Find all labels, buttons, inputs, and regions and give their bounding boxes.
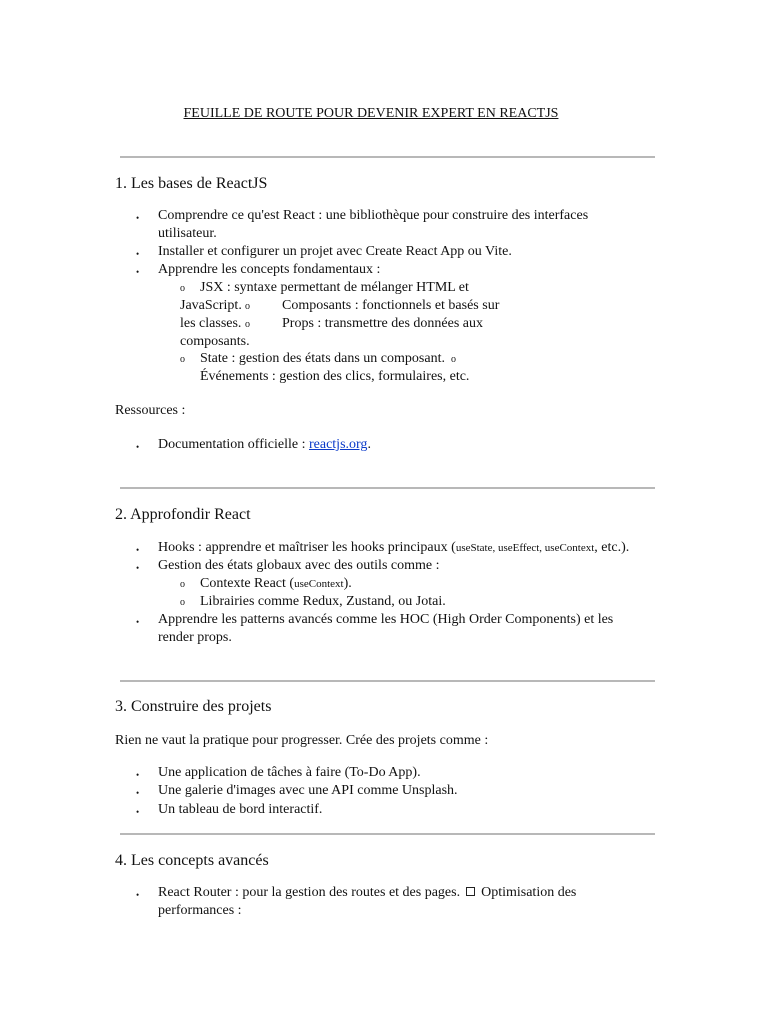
sub-list-item-line: composants. bbox=[180, 334, 250, 349]
list-item: Un tableau de bord interactif. bbox=[158, 802, 323, 817]
section-divider bbox=[120, 156, 655, 158]
list-item-line: render props. bbox=[158, 630, 232, 645]
sub-list-item-line: JavaScript. bbox=[180, 298, 242, 313]
optimisation-text: Optimisation des bbox=[481, 885, 577, 900]
list-item: Apprendre les concepts fondamentaux : bbox=[158, 262, 381, 277]
list-item bbox=[158, 436, 628, 454]
resources-label: Ressources : bbox=[115, 403, 186, 418]
bullet-icon: • bbox=[136, 563, 140, 573]
resource-suffix: . bbox=[367, 437, 371, 452]
section-divider bbox=[120, 833, 655, 835]
list-item-line: Comprendre ce qu'est React : une bibliothèque pour construire des interfaces bbox=[158, 208, 589, 223]
hooks-code: useState, useEffect, useContext bbox=[455, 542, 595, 554]
bullet-icon: • bbox=[136, 249, 140, 259]
checkbox-square-icon bbox=[466, 887, 475, 896]
list-item bbox=[158, 207, 628, 243]
reactjs-link[interactable]: reactjs.org bbox=[308, 437, 368, 452]
sub-bullet-icon: o bbox=[451, 354, 456, 365]
bullet-icon: • bbox=[136, 617, 140, 627]
sub-list-item-line: State : gestion des états dans un composant. bbox=[200, 351, 445, 366]
hooks-suffix: , etc.). bbox=[594, 540, 630, 555]
section-divider bbox=[120, 487, 655, 489]
sub-list-item: Librairies comme Redux, Zustand, ou Jotai. bbox=[200, 594, 446, 609]
section-4-heading: 4. Les concepts avancés bbox=[115, 852, 269, 869]
hooks-prefix: Hooks : apprendre et maîtriser les hooks principaux ( bbox=[158, 540, 456, 555]
sub-list-item-line: Composants : fonctionnels et basés sur bbox=[282, 298, 500, 313]
bullet-icon: • bbox=[136, 807, 140, 817]
list-item: Une application de tâches à faire (To-Do App). bbox=[158, 765, 421, 780]
document-title: FEUILLE DE ROUTE POUR DEVENIR EXPERT EN REACTJS bbox=[183, 106, 559, 121]
bullet-icon: • bbox=[136, 545, 140, 555]
context-suffix: ). bbox=[343, 576, 352, 591]
list-item: Installer et configurer un projet avec Create React App ou Vite. bbox=[158, 244, 512, 259]
bullet-icon: • bbox=[136, 788, 140, 798]
resource-prefix: Documentation officielle : bbox=[158, 437, 309, 452]
sub-list-item-line: JSX : syntaxe permettant de mélanger HTML et bbox=[200, 280, 469, 295]
section-2-heading: 2. Approfondir React bbox=[115, 506, 251, 523]
section-3-intro: Rien ne vaut la pratique pour progresser. Crée des projets comme : bbox=[115, 733, 489, 748]
sub-bullet-icon: o bbox=[245, 301, 250, 312]
bullet-icon: • bbox=[136, 890, 140, 900]
context-code: useContext bbox=[294, 578, 344, 590]
sub-bullet-icon: o bbox=[180, 283, 185, 294]
bullet-icon: • bbox=[136, 213, 140, 223]
list-item bbox=[158, 539, 658, 557]
list-item-line: utilisateur. bbox=[158, 226, 217, 241]
section-divider bbox=[120, 680, 655, 682]
sub-list-item-line: Événements : gestion des clics, formulaires, etc. bbox=[200, 369, 470, 384]
sub-bullet-icon: o bbox=[180, 597, 185, 608]
sub-list-item-line: les classes. bbox=[180, 316, 242, 331]
list-item bbox=[158, 884, 658, 920]
list-item-line bbox=[158, 884, 658, 902]
section-3-heading: 3. Construire des projets bbox=[115, 698, 272, 715]
sub-bullet-icon: o bbox=[180, 354, 185, 365]
bullet-icon: • bbox=[136, 442, 140, 452]
context-prefix: Contexte React ( bbox=[200, 576, 295, 591]
bullet-icon: • bbox=[136, 770, 140, 780]
router-text: React Router : pour la gestion des routes et des pages. bbox=[158, 885, 461, 900]
sub-list-item bbox=[200, 575, 352, 593]
bullet-icon: • bbox=[136, 267, 140, 277]
sub-bullet-icon: o bbox=[245, 319, 250, 330]
list-item-line: performances : bbox=[158, 903, 242, 918]
list-item bbox=[158, 611, 658, 647]
section-1-heading: 1. Les bases de ReactJS bbox=[115, 175, 268, 192]
list-item: Une galerie d'images avec une API comme Unsplash. bbox=[158, 783, 458, 798]
sub-bullet-icon: o bbox=[180, 579, 185, 590]
list-item: Gestion des états globaux avec des outils comme : bbox=[158, 558, 440, 573]
list-item-line: Apprendre les patterns avancés comme les HOC (High Order Components) et les bbox=[158, 612, 614, 627]
sub-list-item-line: Props : transmettre des données aux bbox=[282, 316, 484, 331]
